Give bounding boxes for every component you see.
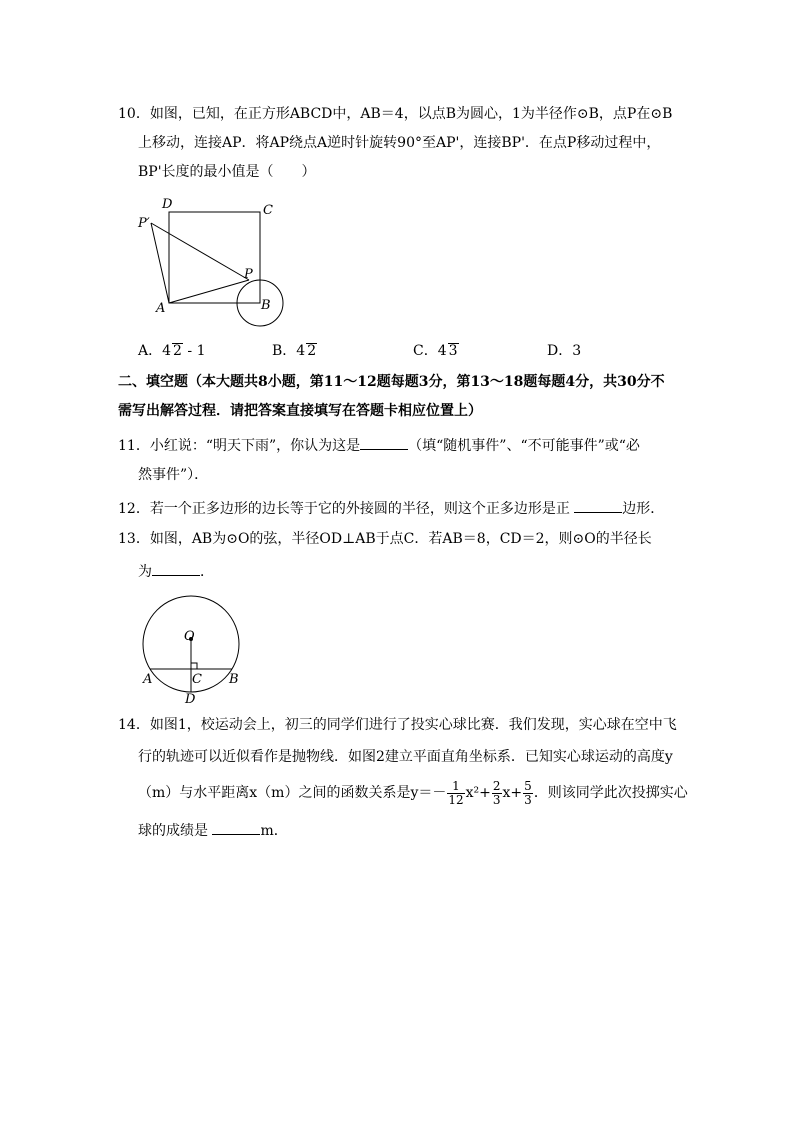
label-b: B xyxy=(261,298,271,313)
q10-option-a: A．4 2 - 1 xyxy=(138,343,206,359)
q14-line1: 14．如图1，校运动会上，初三的同学们进行了投实心球比赛．我们发现，实心球在空中飞 xyxy=(118,717,677,733)
q10-option-b: B．4 2 xyxy=(272,343,317,359)
label-d: D xyxy=(185,692,196,707)
fraction-1-12: $\frac{1}{12}$ xyxy=(448,778,464,807)
q10-line1: 10．如图，已知，在正方形ABCD中，AB＝4，以点B为圆心，1为半径作⊙B，点P在⊙B xyxy=(118,106,673,122)
fraction-2-3: $\frac{2}{3}$ xyxy=(492,778,501,807)
label-c: C xyxy=(192,672,202,687)
label-a: A xyxy=(156,301,166,316)
q14-line2: 行的轨迹可以近似看作是抛物线．如图2建立平面直角坐标系．已知实心球运动的高度y xyxy=(138,749,673,765)
label-c: C xyxy=(263,203,273,218)
label-d: D xyxy=(162,197,173,212)
label-a: A xyxy=(143,672,153,687)
q10-line3: BP'长度的最小值是（ ） xyxy=(138,164,316,180)
q11-answer-blank[interactable] xyxy=(360,435,408,450)
q10-figure xyxy=(134,193,294,328)
q12-answer-blank[interactable] xyxy=(574,498,622,513)
label-p: P xyxy=(244,267,253,282)
label-o: O xyxy=(184,629,195,644)
label-b: B xyxy=(229,672,239,687)
q11-line2: 然事件”）． xyxy=(138,467,209,483)
q11-line1: 11．小红说：“明天下雨”，你认为这是 （填“随机事件”、“不可能事件”或“必 xyxy=(118,435,640,456)
sqrt-2: 2 xyxy=(173,343,182,359)
q12-line: 12．若一个正多边形的边长等于它的外接圆的半径，则这个正多边形是正 边形． xyxy=(118,498,664,519)
section2-heading-line2: 需写出解答过程．请把答案直接填写在答题卡相应位置上） xyxy=(118,403,482,419)
square-abcd xyxy=(169,212,260,303)
label-p-prime: P′ xyxy=(138,216,150,231)
q13-line1: 13．如图，AB为⊙O的弦，半径OD⊥AB于点C．若AB＝8，CD＝2，则⊙O的半径长 xyxy=(118,531,652,547)
q10-option-d: D．3 xyxy=(547,343,582,359)
q14-answer-blank[interactable] xyxy=(212,820,260,835)
section2-heading-line1: 二、填空题（本大题共8小题，第11～12题每题3分，第13～18题每题4分，共30分不 xyxy=(118,374,665,390)
sqrt-2: 2 xyxy=(307,343,317,359)
sqrt-3: 3 xyxy=(448,343,458,359)
right-angle-mark xyxy=(191,663,197,669)
segment-bp-prime xyxy=(151,223,249,280)
segment-ap-prime xyxy=(151,223,169,303)
q13-line2: 为 ． xyxy=(138,561,214,582)
q10-option-c: C．4 3 xyxy=(413,343,458,359)
q13-figure xyxy=(134,595,254,707)
q14-line3: （m）与水平距离x（m）之间的函数关系是y＝－ $\frac{1}{12}$ x²+ $\frac{2}{3}$ x+ $\frac{5}{3}$ ．则该同学此次投掷实心 xyxy=(138,778,688,807)
q13-answer-blank[interactable] xyxy=(152,561,200,576)
q10-line2: 上移动，连接AP．将AP绕点A逆时针旋转90°至AP'，连接BP'．在点P移动过程中， xyxy=(138,135,661,151)
q14-line4: 球的成绩是 m． xyxy=(138,820,288,841)
fraction-5-3: $\frac{5}{3}$ xyxy=(524,778,532,807)
